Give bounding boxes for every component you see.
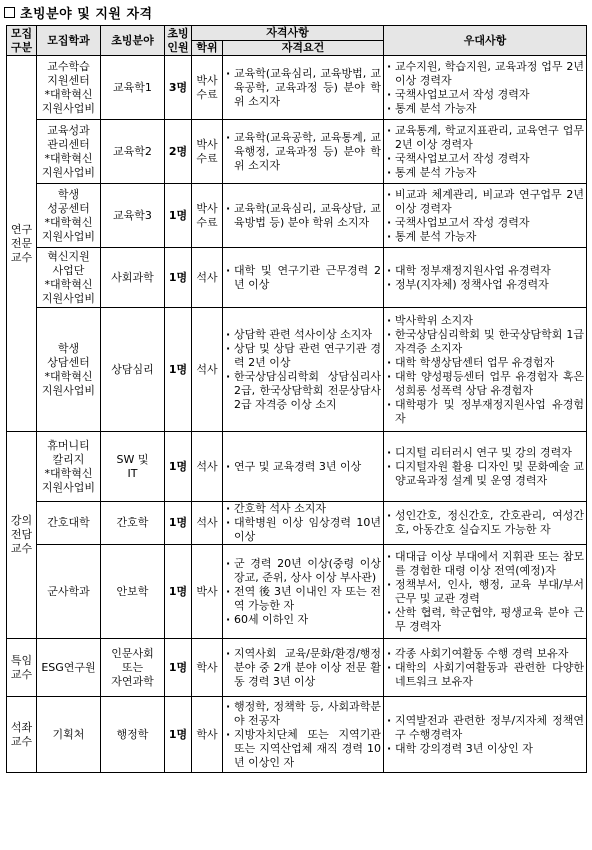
preferred-cell <box>384 120 587 184</box>
count-cell: 1명 <box>165 184 192 248</box>
list-item: · 대학 정부재정지원사업 유경력자 <box>386 264 584 278</box>
preferred-cell <box>384 639 587 697</box>
degree-cell: 석사 <box>192 248 223 308</box>
preferred-cell <box>384 248 587 308</box>
list-item: · 디지털자원 활용 디자인 및 문화예술 교양교육과정 설계 및 운영 경력자 <box>386 460 584 488</box>
table-row <box>7 56 587 120</box>
preferred-list <box>386 647 584 689</box>
list-item: · 대학 학생상담센터 업무 유경험자 <box>386 356 584 370</box>
requirement-cell <box>223 184 384 248</box>
list-item: · 교육학(교육심리, 교육방법, 교육공학, 교육과정 등) 분야 학위 소지자 <box>225 67 381 109</box>
requirement-cell <box>223 308 384 432</box>
field-cell: 상담심리 <box>101 308 165 432</box>
list-item: · 한국상담심리학회 및 한국상담학회 1급 자격증 소지자 <box>386 328 584 356</box>
table-row <box>7 432 587 502</box>
list-item: · 교육학(교육심리, 교육상담, 교육방법 등) 분야 학위 소지자 <box>225 202 381 230</box>
list-item: · 교육통계, 학교지표관리, 교육연구 업무 2년 이상 경력자 <box>386 124 584 152</box>
list-item: · 행정학, 정책학 등, 사회과학분야 전공자 <box>225 700 381 728</box>
section-title <box>4 3 153 22</box>
requirement-cell <box>223 432 384 502</box>
list-item: · 한국상담심리학회 상담심리사 2급, 한국상담학회 전문상담사 2급 자격증 이상 소지 <box>225 370 381 412</box>
preferred-list <box>386 446 584 488</box>
list-item: · 전역 後 3년 이내인 자 또는 전역 가능한 자 <box>225 585 381 613</box>
degree-cell: 석사 <box>192 308 223 432</box>
degree-cell: 박사 <box>192 545 223 639</box>
section-title-text: 초빙분야 및 지원 자격 <box>20 7 153 22</box>
list-item: · 비교과 체계관리, 비교과 연구업무 2년 이상 경력자 <box>386 188 584 216</box>
field-cell: 간호학 <box>101 502 165 545</box>
requirement-list <box>225 700 381 770</box>
table-row <box>7 248 587 308</box>
requirement-list <box>225 67 381 109</box>
requirement-list <box>225 557 381 627</box>
dept-cell: ESG연구원 <box>37 639 101 697</box>
dept-cell: 군사학과 <box>37 545 101 639</box>
count-cell: 1명 <box>165 248 192 308</box>
preferred-list <box>386 188 584 244</box>
group-cell: 연구 전문 교수 <box>7 56 37 432</box>
field-cell: 교육학2 <box>101 120 165 184</box>
count-cell: 3명 <box>165 56 192 120</box>
list-item: · 통계 분석 가능자 <box>386 102 584 116</box>
list-item: · 박사학위 소지자 <box>386 314 584 328</box>
header-qualification: 자격사항 <box>192 26 384 41</box>
requirement-list <box>225 328 381 412</box>
list-item: · 교수지원, 학습지원, 교육과정 업무 2년 이상 경력자 <box>386 60 584 88</box>
requirement-list <box>225 202 381 230</box>
list-item: · 각종 사회기여활동 수행 경력 보유자 <box>386 647 584 661</box>
list-item: · 교육학(교육공학, 교육통계, 교육행정, 교육과정 등) 분야 학위 소지자 <box>225 131 381 173</box>
requirement-cell <box>223 502 384 545</box>
preferred-cell <box>384 56 587 120</box>
preferred-cell <box>384 432 587 502</box>
header-field: 초빙분야 <box>101 26 165 56</box>
dept-cell: 학생 성공센터 *대학혁신 지원사업비 <box>37 184 101 248</box>
field-cell: 안보학 <box>101 545 165 639</box>
list-item: · 대학병원 이상 임상경력 10년 이상 <box>225 516 381 544</box>
preferred-list <box>386 314 584 426</box>
preferred-cell <box>384 308 587 432</box>
dept-cell: 혁신지원 사업단 *대학혁신 지원사업비 <box>37 248 101 308</box>
list-item: · 60세 이하인 자 <box>225 613 381 627</box>
requirement-cell <box>223 248 384 308</box>
field-cell: SW 및 IT <box>101 432 165 502</box>
degree-cell: 석사 <box>192 432 223 502</box>
count-cell: 1명 <box>165 432 192 502</box>
list-item: · 통계 분석 가능자 <box>386 166 584 180</box>
dept-cell: 학생 상담센터 *대학혁신 지원사업비 <box>37 308 101 432</box>
list-item: · 성인간호, 정신간호, 간호관리, 여성간호, 아동간호 실습지도 가능한 자 <box>386 509 584 537</box>
degree-cell: 박사 수료 <box>192 120 223 184</box>
list-item: · 군 경력 20년 이상(중령 이상 장교, 준위, 상사 이상 부사관) <box>225 557 381 585</box>
dept-cell: 기획처 <box>37 697 101 773</box>
count-cell: 1명 <box>165 697 192 773</box>
table-row <box>7 639 587 697</box>
field-cell: 인문사회 또는 자연과학 <box>101 639 165 697</box>
field-cell: 교육학1 <box>101 56 165 120</box>
requirement-cell <box>223 56 384 120</box>
count-cell: 1명 <box>165 308 192 432</box>
requirement-list <box>225 460 381 474</box>
list-item: · 대학 및 연구기관 근무경력 2년 이상 <box>225 264 381 292</box>
group-cell: 강의 전담 교수 <box>7 432 37 639</box>
requirement-cell <box>223 120 384 184</box>
requirement-list <box>225 502 381 544</box>
list-item: · 정부(지자체) 정책사업 유경력자 <box>386 278 584 292</box>
preferred-list <box>386 550 584 634</box>
table-row <box>7 545 587 639</box>
header-requirement: 자격요건 <box>223 41 384 56</box>
preferred-cell <box>384 502 587 545</box>
table-row <box>7 120 587 184</box>
field-cell: 행정학 <box>101 697 165 773</box>
group-cell: 특임 교수 <box>7 639 37 697</box>
list-item: · 지역발전과 관련한 정부/지자체 정책연구 수행경력자 <box>386 714 584 742</box>
preferred-list <box>386 264 584 292</box>
degree-cell: 박사 수료 <box>192 184 223 248</box>
count-cell: 1명 <box>165 639 192 697</box>
list-item: · 디지털 리터러시 연구 및 강의 경력자 <box>386 446 584 460</box>
header-dept: 모집학과 <box>37 26 101 56</box>
header-count: 초빙 인원 <box>165 26 192 56</box>
list-item: · 대학 강의경력 3년 이상인 자 <box>386 742 584 756</box>
preferred-list <box>386 509 584 537</box>
list-item: · 연구 및 교육경력 3년 이상 <box>225 460 381 474</box>
list-item: · 산학 협력, 학군협약, 평생교육 분야 근무 경력자 <box>386 606 584 634</box>
table-row <box>7 184 587 248</box>
list-item: · 지방자치단체 또는 지역기관 또는 지역산업체 재직 경력 10년 이상인 자 <box>225 728 381 770</box>
degree-cell: 학사 <box>192 697 223 773</box>
requirement-list <box>225 647 381 689</box>
field-cell: 교육학3 <box>101 184 165 248</box>
dept-cell: 교수학습 지원센터 *대학혁신 지원사업비 <box>37 56 101 120</box>
checkbox-icon <box>4 7 15 18</box>
preferred-cell <box>384 697 587 773</box>
degree-cell: 학사 <box>192 639 223 697</box>
count-cell: 1명 <box>165 502 192 545</box>
list-item: · 국책사업보고서 작성 경력자 <box>386 152 584 166</box>
table-row <box>7 308 587 432</box>
list-item: · 통계 분석 가능자 <box>386 230 584 244</box>
group-cell: 석좌 교수 <box>7 697 37 773</box>
preferred-list <box>386 60 584 116</box>
list-item: · 간호학 석사 소지자 <box>225 502 381 516</box>
requirement-cell <box>223 639 384 697</box>
list-item: · 지역사회 교육/문화/환경/행정 분야 중 2개 분야 이상 전문 활동 경력 3년 이상 <box>225 647 381 689</box>
list-item: · 대학의 사회기여활동과 관련한 다양한 네트워크 보유자 <box>386 661 584 689</box>
field-cell: 사회과학 <box>101 248 165 308</box>
list-item: · 대학 양성평등센터 업무 유경험자 혹은 성희롱 성폭력 상담 유경험자 <box>386 370 584 398</box>
dept-cell: 간호대학 <box>37 502 101 545</box>
preferred-list <box>386 714 584 756</box>
list-item: · 대학평가 및 정부재정지원사업 유경험자 <box>386 398 584 426</box>
requirement-cell <box>223 545 384 639</box>
list-item: · 국책사업보고서 작성 경력자 <box>386 88 584 102</box>
preferred-cell <box>384 545 587 639</box>
header-preferred: 우대사항 <box>384 26 587 56</box>
table-row <box>7 502 587 545</box>
recruitment-table <box>6 25 587 773</box>
header-degree: 학위 <box>192 41 223 56</box>
requirement-list <box>225 264 381 292</box>
list-item: · 대대급 이상 부대에서 지휘관 또는 참모를 경험한 대령 이상 전역(예정)자 <box>386 550 584 578</box>
table-body <box>7 56 587 773</box>
list-item: · 상담학 관련 석사이상 소지자 <box>225 328 381 342</box>
header-group: 모집 구분 <box>7 26 37 56</box>
degree-cell: 박사 수료 <box>192 56 223 120</box>
requirement-cell <box>223 697 384 773</box>
list-item: · 상담 및 상담 관련 연구기관 경력 2년 이상 <box>225 342 381 370</box>
count-cell: 1명 <box>165 545 192 639</box>
list-item: · 정책부서, 인사, 행정, 교육 부대/부서 근무 및 교관 경력 <box>386 578 584 606</box>
table-row <box>7 697 587 773</box>
preferred-cell <box>384 184 587 248</box>
degree-cell: 석사 <box>192 502 223 545</box>
requirement-list <box>225 131 381 173</box>
list-item: · 국책사업보고서 작성 경력자 <box>386 216 584 230</box>
dept-cell: 교육성과 관리센터 *대학혁신 지원사업비 <box>37 120 101 184</box>
dept-cell: 휴머니티 칼리지 *대학혁신 지원사업비 <box>37 432 101 502</box>
preferred-list <box>386 124 584 180</box>
count-cell: 2명 <box>165 120 192 184</box>
